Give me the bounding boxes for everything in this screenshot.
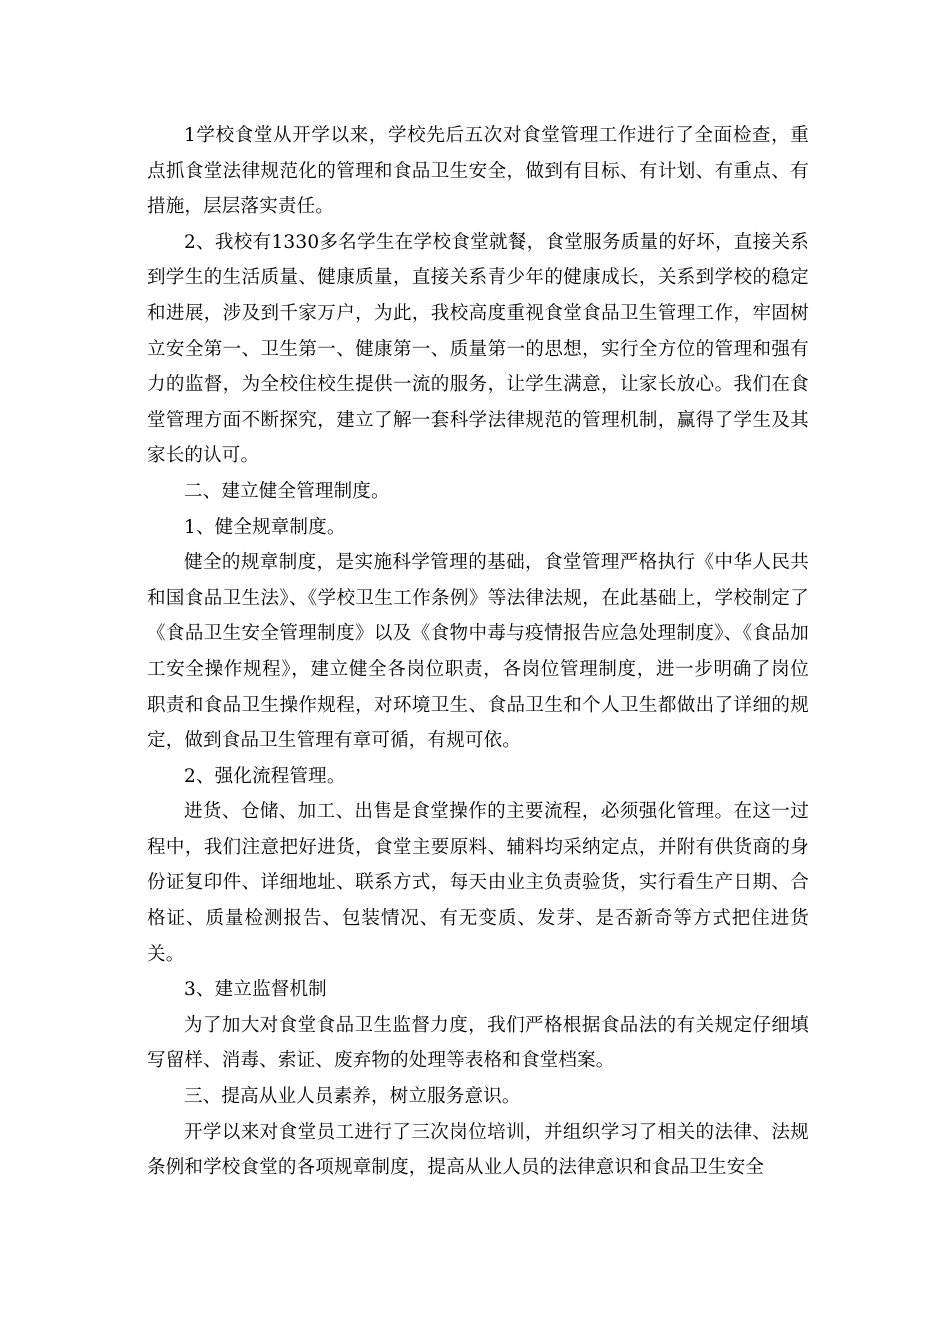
paragraph-supervision: 为了加大对食堂食品卫生监督力度，我们严格根据食品法的有关规定仔细填写留样、消毒、索证、废弃物的处理等表格和食堂档案。	[147, 1014, 809, 1072]
paragraph-training: 开学以来对食堂员工进行了三次岗位培训，并组织学习了相关的法律、法规条例和学校食堂的各项规章制度，提高从业人员的法律意识和食品卫生安全	[147, 1121, 809, 1179]
section-heading-2: 二、建立健全管理制度。	[184, 480, 390, 502]
document-body	[147, 118, 809, 1186]
section-heading-3: 三、提高从业人员素养，树立服务意识。	[184, 1086, 521, 1108]
paragraph-rules: 健全的规章制度，是实施科学管理的基础，食堂管理严格执行《中华人民共和国食品卫生法》、《学校卫生工作条例》等法律法规，在此基础上，学校制定了《食品卫生安全管理制度》以及《食物中毒与疫情报告应急处理制度》、《食品加工安全操作规程》，建立健全各岗位职责，各岗位管理制度，进一步明确了岗位职责和食品卫生操作规程，对环境卫生、食品卫生和个人卫生都做出了详细的规定，做到食品卫生管理有章可循，有规可依。	[147, 552, 809, 752]
subheading-supervision: 3、建立监督机制	[184, 979, 327, 1001]
paragraph-2: 2、我校有1330多名学生在学校食堂就餐，食堂服务质量的好坏，直接关系到学生的生活质量、健康质量，直接关系青少年的健康成长，关系到学校的稳定和进展，涉及到千家万户，为此，我校高度重视食堂食品卫生管理工作，牢固树立安全第一、卫生第一、健康第一、质量第一的思想，实行全方位的管理和强有力的监督，为全校住校生提供一流的服务，让学生满意，让家长放心。我们在食堂管理方面不断探究，建立了解一套科学法律规范的管理机制，赢得了学生及其家长的认可。	[147, 231, 809, 467]
subheading-rules: 1、健全规章制度。	[184, 516, 346, 538]
paragraph-1: 1学校食堂从开学以来，学校先后五次对食堂管理工作进行了全面检查，重点抓食堂法律规范化的管理和食品卫生安全，做到有目标、有计划、有重点、有措施，层层落实责任。	[147, 125, 809, 218]
paragraph-process: 进货、仓储、加工、出售是食堂操作的主要流程，必须强化管理。在这一过程中，我们注意把好进货，食堂主要原料、辅料均采纳定点，并附有供货商的身份证复印件、详细地址、联系方式，每天由业主负责验货，实行看生产日期、合格证、质量检测报告、包装情况、有无变质、发芽、是否新奇等方式把住进货关。	[147, 801, 809, 965]
subheading-process: 2、强化流程管理。	[184, 765, 346, 787]
